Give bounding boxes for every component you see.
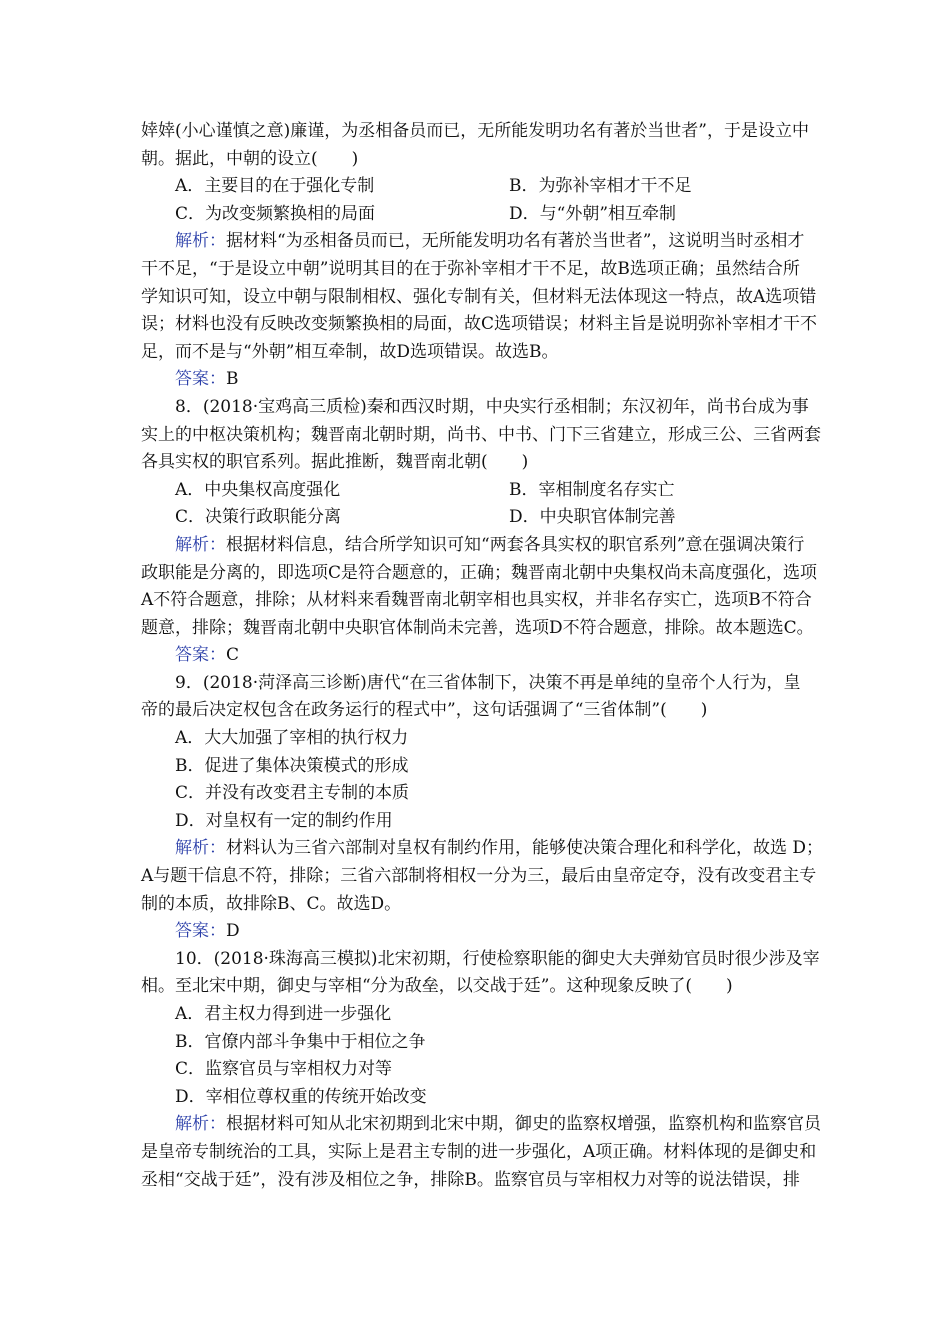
analysis-text: 据材料“为丞相备员而已，无所能发明功名有著於当世者”，这说明当时丞相才 bbox=[226, 231, 805, 252]
analysis-text: 足，而不是与“外朝”相互牵制，故D选项错误。故选B。 bbox=[141, 341, 559, 362]
q7-options-row bbox=[141, 201, 813, 229]
q10-stem-line: 相。至北宋中期，御史与宰相“分为敌垒，以交战于廷”。这种现象反映了( ) bbox=[141, 976, 733, 997]
q10-option-c: C．监察官员与宰相权力对等 bbox=[175, 1059, 393, 1080]
q10-stem-line: 10．(2018·珠海高三模拟)北宋初期，行使检察职能的御史大夫弹劾官员时很少涉及宰 bbox=[175, 948, 820, 969]
analysis-text: 制的本质，故排除B、C。故选D。 bbox=[141, 893, 402, 914]
answer-value: C bbox=[226, 645, 240, 666]
q9-stem-line: 9．(2018·菏泽高三诊断)唐代“在三省体制下，决策不再是单纯的皇帝个人行为，皇 bbox=[175, 672, 801, 693]
answer-value: B bbox=[226, 369, 239, 390]
q10-option-a: A．君主权力得到进一步强化 bbox=[175, 1004, 392, 1024]
analysis-text: 是皇帝专制统治的工具，实际上是君主专制的进一步强化，A项正确。材料体现的是御史和 bbox=[141, 1141, 817, 1162]
q8-options-row bbox=[141, 477, 813, 505]
answer-label: 答案： bbox=[175, 921, 226, 942]
q7-option-a: A．主要目的在于强化专制 bbox=[175, 176, 375, 197]
analysis-text: 误；材料也没有反映改变频繁换相的局面，故C选项错误；材料主旨是说明弥补宰相才干不 bbox=[141, 314, 818, 335]
answer-label: 答案： bbox=[175, 645, 226, 666]
q9-option-d: D．对皇权有一定的制约作用 bbox=[175, 810, 393, 831]
analysis-text: A不符合题意，排除；从材料来看魏晋南北朝宰相也具实权，并非名存实亡，选项B不符合 bbox=[141, 590, 812, 611]
answer-value: D bbox=[226, 921, 240, 942]
analysis-text: 政职能是分离的，即选项C是符合题意的，正确；魏晋南北朝中央集权尚未高度强化，选项 bbox=[141, 562, 818, 583]
analysis-text: A与题干信息不符，排除；三省六部制将相权一分为三，最后由皇帝定夺，没有改变君主专 bbox=[141, 866, 817, 887]
page-content bbox=[141, 118, 824, 1194]
analysis-label: 解析： bbox=[175, 534, 226, 555]
q7-option-c: C．为改变频繁换相的局面 bbox=[175, 203, 376, 224]
analysis-label: 解析： bbox=[175, 1114, 226, 1135]
q7-options-row bbox=[141, 173, 813, 201]
q8-options-row bbox=[141, 504, 813, 532]
q9-option-b: B．促进了集体决策模式的形成 bbox=[175, 755, 409, 776]
q8-option-d: D．中央职官体制完善 bbox=[509, 507, 676, 528]
analysis-label: 解析： bbox=[175, 838, 226, 859]
q9-option-c: C．并没有改变君主专制的本质 bbox=[175, 783, 410, 804]
analysis-text: 干不足，“于是设立中朝”说明其目的在于弥补宰相才干不足，故B选项正确；虽然结合所 bbox=[141, 258, 800, 279]
q10-analysis bbox=[141, 1111, 821, 1139]
question-10 bbox=[141, 946, 821, 1194]
q8-analysis bbox=[141, 532, 813, 560]
analysis-label: 解析： bbox=[175, 231, 226, 252]
q8-stem-line: 各具实权的职官系列。据此推断，魏晋南北朝( ) bbox=[141, 452, 529, 473]
q9-analysis bbox=[141, 835, 824, 863]
q7-analysis bbox=[141, 228, 813, 256]
q10-option-b: B．官僚内部斗争集中于相位之争 bbox=[175, 1031, 426, 1052]
q8-answer bbox=[141, 642, 813, 670]
q8-stem-line: 实上的中枢决策机构；魏晋南北朝时期，尚书、中书、门下三省建立，形成三公、三省两套 bbox=[141, 424, 821, 445]
q7-answer bbox=[141, 366, 813, 394]
q8-option-a: A．中央集权高度强化 bbox=[175, 479, 341, 500]
analysis-text: 材料认为三省六部制对皇权有制约作用，能够使决策合理化和科学化，故选 D； bbox=[226, 838, 824, 859]
question-8 bbox=[141, 394, 821, 670]
q8-option-c: C．决策行政职能分离 bbox=[175, 507, 342, 528]
question-9 bbox=[141, 670, 824, 946]
analysis-text: 根据材料可知从北宋初期到北宋中期，御史的监察权增强，监察机构和监察官员 bbox=[226, 1114, 821, 1135]
q9-stem-line: 帝的最后决定权包含在政务运行的程式中”，这句话强调了“三省体制”( ) bbox=[141, 700, 708, 721]
analysis-text: 丞相“交战于廷”，没有涉及相位之争，排除B。监察官员与宰相权力对等的说法错误，排 bbox=[141, 1169, 800, 1190]
question-7 bbox=[141, 118, 818, 394]
analysis-text: 根据材料信息，结合所学知识可知“两套各具实权的职官系列”意在强调决策行 bbox=[226, 534, 805, 555]
q7-stem-line: 婞婞(小心谨慎之意)廉谨，为丞相备员而已，无所能发明功名有著於当世者”，于是设立中 bbox=[141, 121, 809, 141]
q7-option-d: D．与“外朝”相互牵制 bbox=[509, 203, 677, 224]
q9-option-a: A．大大加强了宰相的执行权力 bbox=[175, 728, 409, 749]
q7-stem-line: 朝。据此，中朝的设立( ) bbox=[141, 148, 359, 169]
q7-option-b: B．为弥补宰相才干不足 bbox=[509, 176, 692, 197]
analysis-text: 学知识可知，设立中朝与限制相权、强化专制有关，但材料无法体现这一特点，故A选项错 bbox=[141, 286, 817, 307]
q8-option-b: B．宰相制度名存实亡 bbox=[509, 479, 675, 500]
q10-option-d: D．宰相位尊权重的传统开始改变 bbox=[175, 1086, 427, 1107]
q9-answer bbox=[141, 918, 813, 946]
answer-label: 答案： bbox=[175, 369, 226, 390]
q8-stem-line: 8．(2018·宝鸡高三质检)秦和西汉时期，中央实行丞相制；东汉初年，尚书台成为事 bbox=[175, 396, 809, 417]
analysis-text: 题意，排除；魏晋南北朝中央职官体制尚未完善，选项D不符合题意，排除。故本题选C。 bbox=[141, 617, 814, 638]
